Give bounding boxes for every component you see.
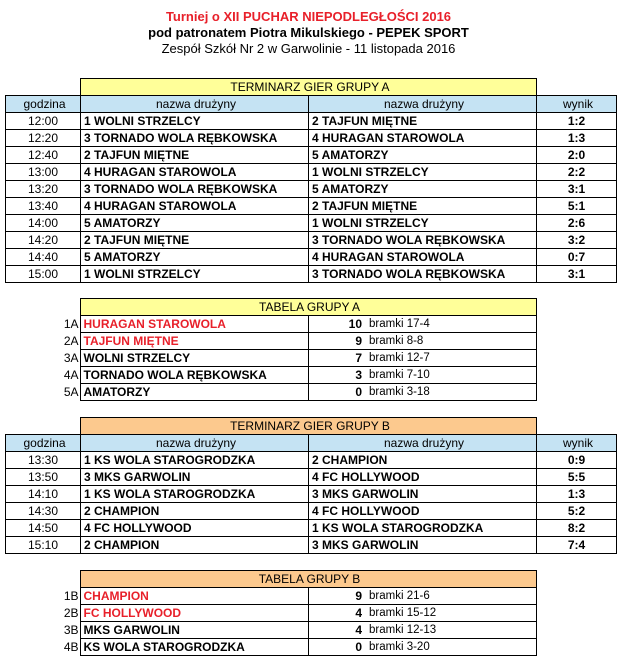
standings-points: 9 (308, 333, 366, 350)
group-a-schedule-title: TERMINARZ GIER GRUPY A (81, 79, 537, 96)
standings-team: KS WOLA STAROGRODZKA (80, 639, 308, 656)
standings-goals: bramki 3-20 (366, 639, 536, 656)
standings-rank: 4A (63, 368, 79, 382)
away-team: 5 AMATORZY (309, 147, 537, 164)
standings-points: 4 (308, 622, 366, 639)
match-time: 14:20 (6, 232, 81, 249)
standings-row (5, 639, 536, 656)
match-row (6, 215, 617, 232)
standings-row (5, 605, 536, 622)
standings-points: 7 (308, 350, 366, 367)
match-score: 1:3 (537, 486, 617, 503)
match-time: 14:10 (6, 486, 81, 503)
match-row (6, 266, 617, 283)
match-time: 15:10 (6, 537, 81, 554)
match-row (6, 486, 617, 503)
match-row (6, 198, 617, 215)
standings-team: MKS GARWOLIN (80, 622, 308, 639)
away-team: 2 TAJFUN MIĘTNE (309, 198, 537, 215)
home-team: 1 KS WOLA STAROGRODZKA (81, 452, 309, 469)
away-team: 3 TORNADO WOLA RĘBKOWSKA (309, 266, 537, 283)
match-score: 1:3 (537, 130, 617, 147)
match-score: 3:1 (537, 266, 617, 283)
group-a-table-title: TABELA GRUPY A (80, 299, 536, 316)
standings-rank: 1B (63, 589, 79, 603)
standings-goals: bramki 17-4 (366, 316, 536, 333)
standings-goals: bramki 3-18 (366, 384, 536, 401)
standings-points: 9 (308, 588, 366, 605)
match-score: 3:1 (537, 181, 617, 198)
group-b-standings (5, 570, 537, 656)
standings-points: 10 (308, 316, 366, 333)
match-time: 13:20 (6, 181, 81, 198)
match-time: 12:40 (6, 147, 81, 164)
home-team-column-header: nazwa drużyny (81, 96, 309, 113)
standings-row (5, 384, 536, 401)
away-team: 4 FC HOLLYWOOD (309, 469, 537, 486)
match-row (6, 469, 617, 486)
match-score: 3:2 (537, 232, 617, 249)
match-row (6, 113, 617, 130)
match-row (6, 537, 617, 554)
away-team-column-header: nazwa drużyny (309, 96, 537, 113)
away-team: 3 MKS GARWOLIN (309, 486, 537, 503)
standings-row (5, 367, 536, 384)
match-row (6, 164, 617, 181)
standings-rank: 5A (63, 385, 79, 399)
away-team: 4 HURAGAN STAROWOLA (309, 130, 537, 147)
match-score: 0:7 (537, 249, 617, 266)
match-row (6, 503, 617, 520)
match-time: 13:40 (6, 198, 81, 215)
standings-team: FC HOLLYWOOD (80, 605, 308, 622)
group-a-schedule (5, 78, 617, 283)
match-time: 13:30 (6, 452, 81, 469)
home-team: 4 FC HOLLYWOOD (81, 520, 309, 537)
group-a-standings (5, 298, 537, 401)
standings-points: 4 (308, 605, 366, 622)
standings-rank: 2A (63, 334, 79, 348)
home-team: 2 CHAMPION (81, 537, 309, 554)
home-team: 1 KS WOLA STAROGRODZKA (81, 486, 309, 503)
group-b-schedule-title: TERMINARZ GIER GRUPY B (81, 418, 537, 435)
standings-rank: 1A (63, 317, 79, 331)
home-team: 5 AMATORZY (81, 249, 309, 266)
match-score: 5:2 (537, 503, 617, 520)
home-team: 2 CHAMPION (81, 503, 309, 520)
standings-team: AMATORZY (80, 384, 308, 401)
match-time: 14:50 (6, 520, 81, 537)
match-time: 14:40 (6, 249, 81, 266)
standings-points: 0 (308, 639, 366, 656)
group-b-schedule (5, 417, 617, 554)
away-team: 4 FC HOLLYWOOD (309, 503, 537, 520)
away-team: 3 TORNADO WOLA RĘBKOWSKA (309, 232, 537, 249)
away-team: 2 CHAMPION (309, 452, 537, 469)
standings-goals: bramki 7-10 (366, 367, 536, 384)
match-time: 12:00 (6, 113, 81, 130)
standings-points: 0 (308, 384, 366, 401)
standings-row (5, 333, 536, 350)
match-score: 1:2 (537, 113, 617, 130)
standings-goals: bramki 15-12 (366, 605, 536, 622)
home-team: 2 TAJFUN MIĘTNE (81, 147, 309, 164)
home-team: 3 MKS GARWOLIN (81, 469, 309, 486)
away-team: 4 HURAGAN STAROWOLA (309, 249, 537, 266)
match-score: 2:0 (537, 147, 617, 164)
group-b-table-title: TABELA GRUPY B (80, 571, 536, 588)
away-team: 1 WOLNI STRZELCY (309, 215, 537, 232)
standings-team: CHAMPION (80, 588, 308, 605)
standings-goals: bramki 21-6 (366, 588, 536, 605)
standings-row (5, 622, 536, 639)
home-team: 4 HURAGAN STAROWOLA (81, 198, 309, 215)
standings-row (5, 350, 536, 367)
time-column-header: godzina (6, 435, 81, 452)
match-row (6, 249, 617, 266)
standings-row (5, 316, 536, 333)
match-time: 12:20 (6, 130, 81, 147)
match-row (6, 130, 617, 147)
standings-points: 3 (308, 367, 366, 384)
match-score: 5:1 (537, 198, 617, 215)
standings-team: WOLNI STRZELCY (80, 350, 308, 367)
standings-team: HURAGAN STAROWOLA (80, 316, 308, 333)
away-team: 2 TAJFUN MIĘTNE (309, 113, 537, 130)
standings-goals: bramki 12-13 (366, 622, 536, 639)
venue-line: Zespół Szkół Nr 2 w Garwolinie - 11 listopada 2016 (161, 41, 456, 56)
home-team-column-header: nazwa drużyny (81, 435, 309, 452)
home-team: 3 TORNADO WOLA RĘBKOWSKA (81, 130, 309, 147)
standings-rank: 3B (63, 623, 79, 637)
match-row (6, 520, 617, 537)
time-column-header: godzina (6, 96, 81, 113)
standings-rank: 2B (63, 606, 79, 620)
home-team: 1 WOLNI STRZELCY (81, 113, 309, 130)
match-score: 5:5 (537, 469, 617, 486)
away-team: 1 WOLNI STRZELCY (309, 164, 537, 181)
match-time: 15:00 (6, 266, 81, 283)
standings-rank: 3A (63, 351, 79, 365)
away-team: 1 KS WOLA STAROGRODZKA (309, 520, 537, 537)
match-time: 13:50 (6, 469, 81, 486)
standings-rank: 4B (63, 640, 79, 654)
standings-goals: bramki 12-7 (366, 350, 536, 367)
match-score: 2:6 (537, 215, 617, 232)
result-column-header: wynik (537, 96, 617, 113)
away-team: 3 MKS GARWOLIN (309, 537, 537, 554)
standings-team: TAJFUN MIĘTNE (80, 333, 308, 350)
result-column-header: wynik (537, 435, 617, 452)
match-score: 0:9 (537, 452, 617, 469)
match-score: 8:2 (537, 520, 617, 537)
home-team: 4 HURAGAN STAROWOLA (81, 164, 309, 181)
away-team: 5 AMATORZY (309, 181, 537, 198)
standings-team: TORNADO WOLA RĘBKOWSKA (80, 367, 308, 384)
patronage-line: pod patronatem Piotra Mikulskiego - PEPEK SPORT (148, 25, 469, 40)
match-time: 13:00 (6, 164, 81, 181)
match-time: 14:30 (6, 503, 81, 520)
match-row (6, 452, 617, 469)
home-team: 5 AMATORZY (81, 215, 309, 232)
standings-goals: bramki 8-8 (366, 333, 536, 350)
match-row (6, 232, 617, 249)
match-row (6, 147, 617, 164)
match-row (6, 181, 617, 198)
home-team: 1 WOLNI STRZELCY (81, 266, 309, 283)
home-team: 3 TORNADO WOLA RĘBKOWSKA (81, 181, 309, 198)
away-team-column-header: nazwa drużyny (309, 435, 537, 452)
home-team: 2 TAJFUN MIĘTNE (81, 232, 309, 249)
tournament-title: Turniej o XII PUCHAR NIEPODLEGŁOŚCI 2016 (165, 9, 452, 24)
standings-row (5, 588, 536, 605)
match-time: 14:00 (6, 215, 81, 232)
match-score: 7:4 (537, 537, 617, 554)
match-score: 2:2 (537, 164, 617, 181)
